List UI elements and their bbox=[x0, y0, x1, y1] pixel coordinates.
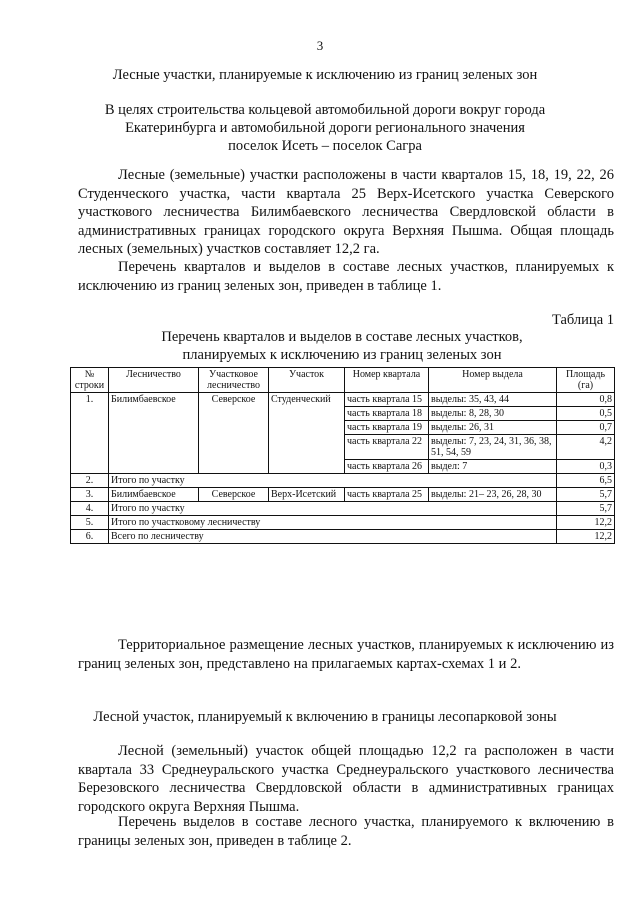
header-forestry: Лесничество bbox=[109, 368, 199, 393]
subtitle-line: поселок Исеть – поселок Сагра bbox=[228, 138, 422, 154]
allotments-table bbox=[70, 367, 615, 544]
paragraph-1: Лесные (земельные) участки расположены в части кварталов 15, 18, 19, 22, 26 Студенческого участка, части квартала 25 Верх-Исетского участка Северского участкового лесничества Билимбаевского лесничества Свердловской области в административных границах городского округа Верхняя Пышма. Общая площадь лесных (земельных) участков составляет 12,2 га. bbox=[78, 167, 614, 257]
cell-area: 0,8 bbox=[557, 393, 615, 407]
table-row bbox=[71, 530, 615, 544]
header-area: Площадь (га) bbox=[557, 368, 615, 393]
cell-forestry: Билимбаевское bbox=[109, 488, 199, 502]
table-header-row bbox=[71, 368, 615, 393]
cell-site: Студенческий bbox=[269, 393, 345, 474]
table-row bbox=[71, 516, 615, 530]
paragraph-4: Лесной (земельный) участок общей площадью 12,2 га расположен в части квартала 33 Среднеуральского участка Среднеуральского участкового лесничества Березовского лесничества Свердловской области в административных границах городского округа Верхняя Пышма. bbox=[78, 743, 614, 815]
paragraph-2: Перечень кварталов и выделов в составе лесных участков, планируемых к исключению из границ зеленых зон, приведен в таблице 1. bbox=[78, 259, 614, 294]
cell-allotment: выделы: 7, 23, 24, 31, 36, 38, 51, 54, 59 bbox=[429, 435, 557, 460]
cell-total-label: Итого по участковому лесничеству bbox=[109, 516, 557, 530]
table-row bbox=[71, 488, 615, 502]
table-title-line: планируемых к исключению из границ зеленых зон bbox=[182, 347, 502, 363]
cell-num: 5. bbox=[71, 516, 109, 530]
table-title-line: Перечень кварталов и выделов в составе лесных участков, bbox=[161, 329, 523, 345]
cell-area: 0,3 bbox=[557, 460, 615, 474]
cell-site: Верх-Исетский bbox=[269, 488, 345, 502]
cell-area: 0,5 bbox=[557, 407, 615, 421]
table-row bbox=[71, 474, 615, 488]
cell-allotment: выделы: 21– 23, 26, 28, 30 bbox=[429, 488, 557, 502]
cell-quarter: часть квартала 19 bbox=[345, 421, 429, 435]
header-num: № строки bbox=[71, 368, 109, 393]
header-district: Участковое лесничество bbox=[199, 368, 269, 393]
page-number: 3 bbox=[316, 38, 324, 53]
cell-area: 5,7 bbox=[557, 502, 615, 516]
cell-num: 6. bbox=[71, 530, 109, 544]
cell-quarter: часть квартала 22 bbox=[345, 435, 429, 460]
cell-num: 3. bbox=[71, 488, 109, 502]
cell-district: Северское bbox=[199, 393, 269, 474]
cell-forestry: Билимбаевское bbox=[109, 393, 199, 474]
header-allotment: Номер выдела bbox=[429, 368, 557, 393]
subtitle-line: В целях строительства кольцевой автомобильной дороги вокруг города bbox=[104, 102, 546, 118]
cell-quarter: часть квартала 18 bbox=[345, 407, 429, 421]
table-title bbox=[70, 328, 614, 364]
table-row bbox=[71, 502, 615, 516]
section2-title: Лесной участок, планируемый к включению в границы лесопарковой зоны bbox=[93, 709, 557, 725]
cell-allotment: выделы: 26, 31 bbox=[429, 421, 557, 435]
section1-title: Лесные участки, планируемые к исключению из границ зеленых зон bbox=[112, 67, 538, 83]
cell-allotment: выделы: 8, 28, 30 bbox=[429, 407, 557, 421]
cell-area: 6,5 bbox=[557, 474, 615, 488]
cell-district: Северское bbox=[199, 488, 269, 502]
cell-quarter: часть квартала 26 bbox=[345, 460, 429, 474]
section1-subtitle bbox=[60, 101, 590, 155]
cell-quarter: часть квартала 15 bbox=[345, 393, 429, 407]
table-label: Таблица 1 bbox=[551, 312, 614, 328]
cell-allotment: выдел: 7 bbox=[429, 460, 557, 474]
cell-num: 2. bbox=[71, 474, 109, 488]
header-quarter: Номер квартала bbox=[345, 368, 429, 393]
cell-total-label: Всего по лесничеству bbox=[109, 530, 557, 544]
cell-area: 12,2 bbox=[557, 516, 615, 530]
cell-area: 5,7 bbox=[557, 488, 615, 502]
cell-num: 4. bbox=[71, 502, 109, 516]
cell-area: 4,2 bbox=[557, 435, 615, 460]
header-site: Участок bbox=[269, 368, 345, 393]
paragraph-5: Перечень выделов в составе лесного участка, планируемого к включению в границы зеленых зон, приведен в таблице 2. bbox=[78, 814, 614, 849]
cell-area: 12,2 bbox=[557, 530, 615, 544]
paragraph-3: Территориальное размещение лесных участков, планируемых к исключению из границ зеленых зон, представлено на прилагаемых картах-схемах 1 и 2. bbox=[78, 637, 614, 672]
cell-area: 0,7 bbox=[557, 421, 615, 435]
cell-allotment: выделы: 35, 43, 44 bbox=[429, 393, 557, 407]
cell-total-label: Итого по участку bbox=[109, 474, 557, 488]
cell-total-label: Итого по участку bbox=[109, 502, 557, 516]
cell-num: 1. bbox=[71, 393, 109, 474]
subtitle-line: Екатеринбурга и автомобильной дороги регионального значения bbox=[125, 120, 525, 136]
table-row bbox=[71, 393, 615, 407]
cell-quarter: часть квартала 25 bbox=[345, 488, 429, 502]
